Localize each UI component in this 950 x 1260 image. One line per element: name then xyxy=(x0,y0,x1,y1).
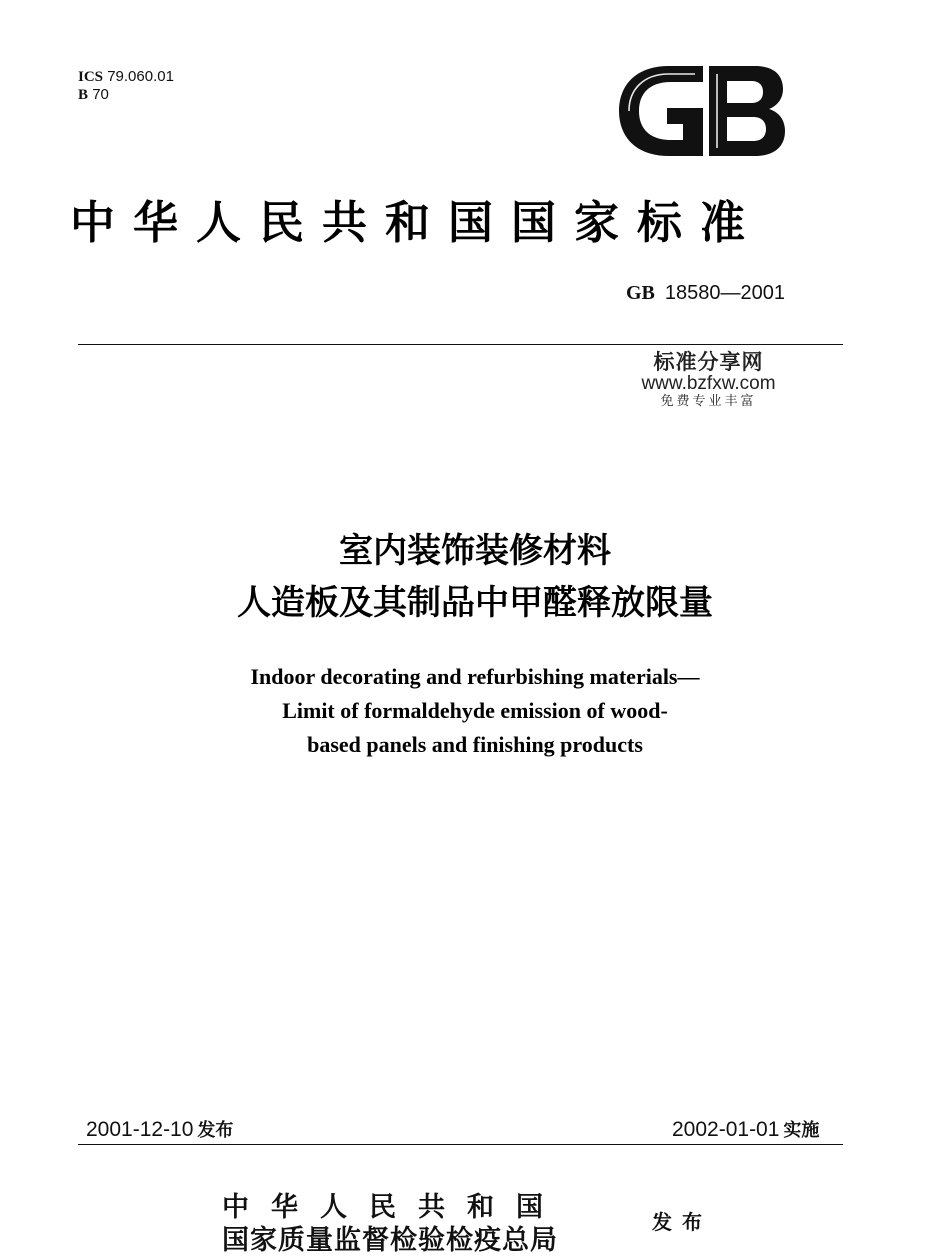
watermark-title: 标准分享网 xyxy=(653,350,764,374)
issuer-country: 中华人民共和国 xyxy=(222,1192,565,1223)
publish-label: 发布 xyxy=(652,1210,712,1234)
issuer-agency: 国家质量监督检验检疫总局 xyxy=(222,1225,558,1256)
english-title-line-2: Limit of formaldehyde emission of wood- xyxy=(282,698,668,723)
issue-date-block xyxy=(86,1116,233,1142)
class-label: B xyxy=(78,87,89,103)
class-code: 70 xyxy=(92,86,109,103)
english-title-line-3: based panels and finishing products xyxy=(307,732,643,757)
ics-line xyxy=(78,68,174,86)
standard-prefix: GB xyxy=(626,282,655,304)
english-title-line-1: Indoor decorating and refurbishing materials— xyxy=(250,664,700,689)
issue-date: 2001-12-10 xyxy=(86,1118,194,1141)
effective-label: 实施 xyxy=(783,1120,820,1141)
chinese-title-line-2: 人造板及其制品中甲醛释放限量 xyxy=(237,583,713,623)
national-standard-title: 中华人民共和国国家标准 xyxy=(70,196,764,249)
watermark-tagline: 免费专业丰富 xyxy=(660,394,757,409)
chinese-title-line-1: 室内装饰装修材料 xyxy=(339,531,611,571)
standard-number xyxy=(626,280,785,305)
bottom-divider xyxy=(78,1144,843,1145)
classification-codes xyxy=(78,68,174,104)
ics-label: ICS xyxy=(78,69,104,85)
class-line xyxy=(78,86,174,104)
standard-code: 18580—2001 xyxy=(664,282,786,304)
ics-code: 79.060.01 xyxy=(107,68,174,85)
effective-date: 2002-01-01 xyxy=(672,1118,780,1141)
issue-label: 发布 xyxy=(197,1120,234,1141)
effective-date-block xyxy=(672,1116,819,1142)
watermark xyxy=(626,350,791,410)
watermark-url: www.bzfxw.com xyxy=(641,373,776,394)
gb-logo xyxy=(615,62,787,160)
top-divider xyxy=(78,344,843,345)
